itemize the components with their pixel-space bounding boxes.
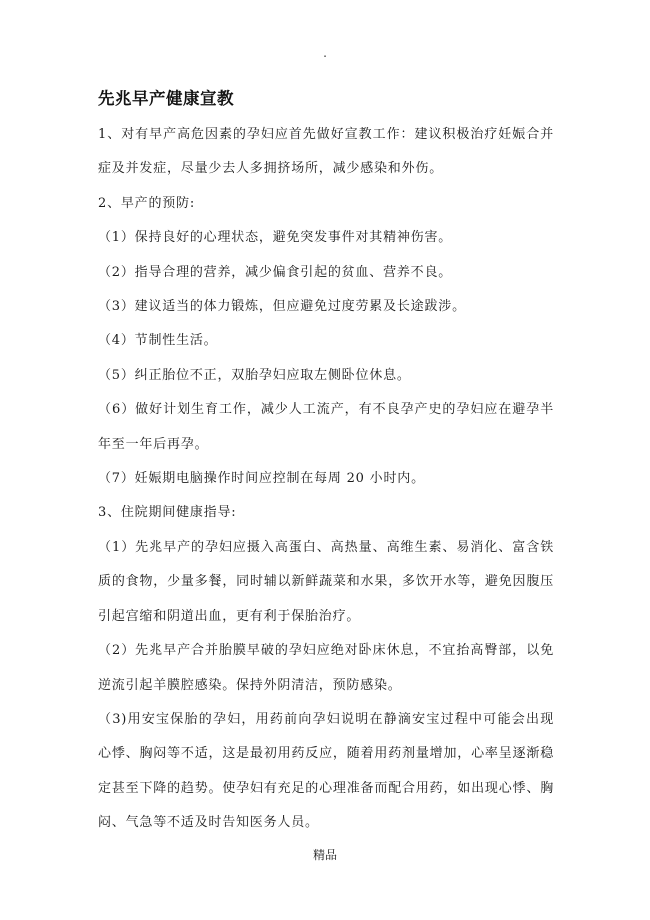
list-item-2-4: （4）节制性生活。	[98, 333, 218, 349]
section-heading-3: 3、住院期间健康指导:	[98, 505, 237, 521]
header-mark: .	[323, 46, 327, 60]
list-item-2-2: （2）指导合理的营养，减少偏食引起的贫血、营养不良。	[98, 264, 453, 280]
list-item-2-6: （6）做好计划生育工作，减少人工流产，有不良孕产史的孕妇应在避孕半年至一年后再孕。	[98, 402, 554, 452]
footer-label: 精品	[312, 848, 337, 862]
section-heading-2: 2、早产的预防:	[98, 195, 196, 211]
list-item-2-5: （5）纠正胎位不正，双胎孕妇应取左侧卧位休息。	[98, 367, 411, 383]
list-item-3-1: （1）先兆早产的孕妇应摄入高蛋白、高热量、高维生素、易消化、富含铁质的食物，少量多餐，同时辅以新鲜蔬菜和水果，多饮开水等，避免因腹压引起宫缩和阴道出血，更有利于保胎治疗。	[98, 539, 554, 624]
document-body	[98, 118, 554, 841]
list-item-2-1: （1）保持良好的心理状态，避免突发事件对其精神伤害。	[98, 230, 453, 246]
list-item-3-3: （3)用安宝保胎的孕妇，用药前向孕妇说明在静滴安宝过程中可能会出现心悸、胸闷等不适，这是最初用药反应，随着用药剂量增加，心率呈逐渐稳定甚至下降的趋势。使孕妇有充足的心理准备而配合用药，如出现心悸、胸闷、气急等不适及时告知医务人员。	[98, 711, 554, 831]
list-item-2-3: （3）建议适当的体力锻炼，但应避免过度劳累及长途跋涉。	[98, 299, 466, 315]
paragraph-1: 1、对有早产高危因素的孕妇应首先做好宣教工作：建议积极治疗妊娠合并症及并发症，尽量少去人多拥挤场所，减少感染和外伤。	[98, 127, 554, 177]
list-item-2-7: （7）妊娠期电脑操作时间应控制在每周 20 小时内。	[98, 471, 425, 487]
document-title: 先兆早产健康宣教	[98, 89, 234, 108]
list-item-3-2: （2）先兆早产合并胎膜早破的孕妇应绝对卧床休息，不宜抬高臀部，以免逆流引起羊膜腔感染。保持外阴清洁，预防感染。	[98, 643, 554, 693]
